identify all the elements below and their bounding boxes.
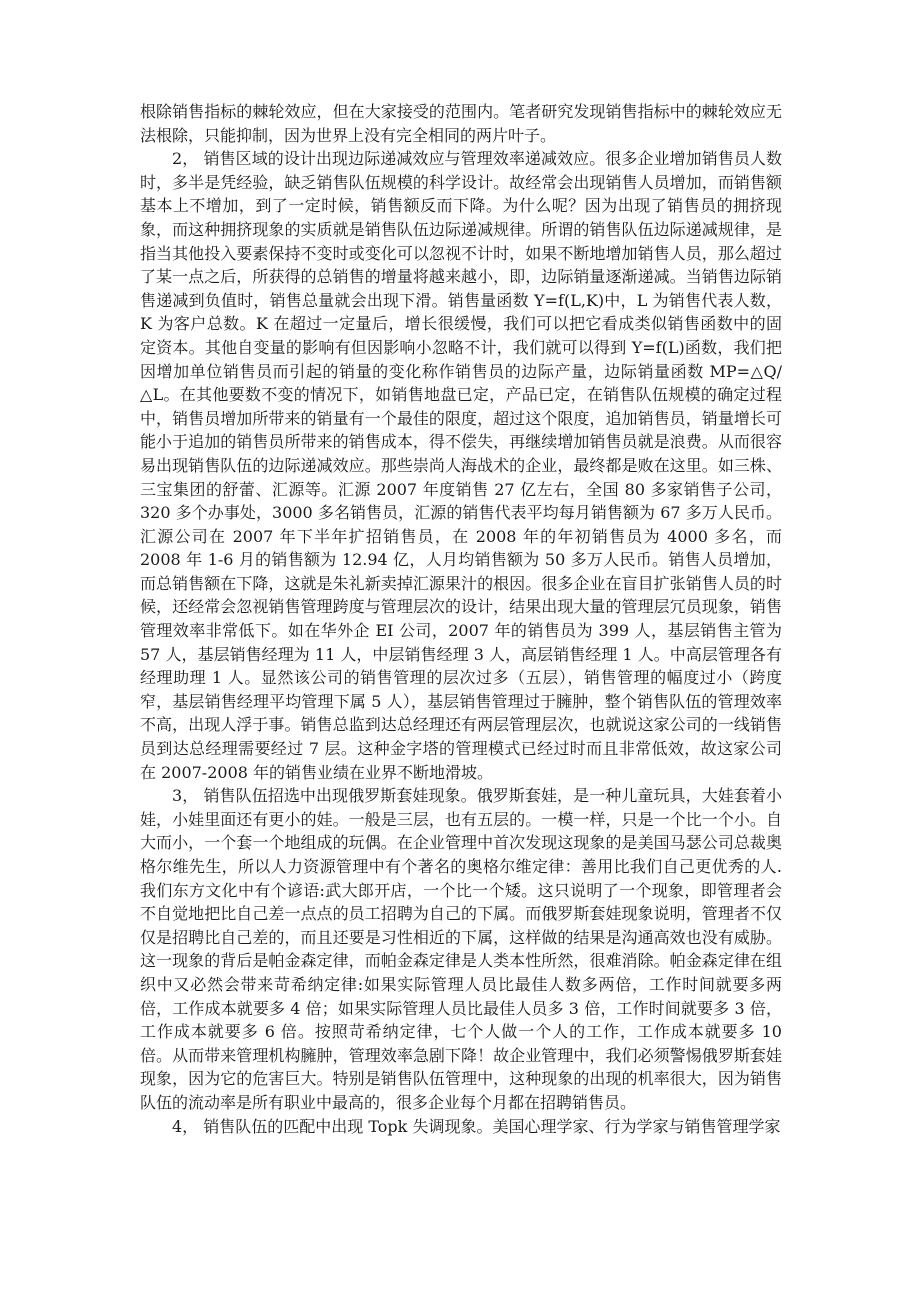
paragraph-4: 4， 销售队伍的匹配中出现 Topk 失调现象。美国心理学家、行为学家与销售管理学家 [172,1116,781,1136]
document-body [140,100,782,1138]
paragraph-1: 根除销售指标的棘轮效应，但在大家接受的范围内。笔者研究发现销售指标中的棘轮效应无法根除，只能抑制，因为世界上没有完全相同的两片叶子。 [140,102,782,145]
paragraph-3: 3， 销售队伍招选中出现俄罗斯套娃现象。俄罗斯套娃，是一种儿童玩具，大娃套着小娃，小娃里面还有更小的娃。一般是三层，也有五层的。一模一样，只是一个比一个小。自大而小，一个套一个地组成的玩偶。在企业管理中首次发现这现象的是美国马瑟公司总裁奥格尔维先生，所以人力资源管理中有个著名的奥格尔维定律：善用比我们自己更优秀的人.我们东方文化中有个谚语:武大郎开店，一个比一个矮。这只说明了一个现象，即管理者会不自觉地把比自己差一点点的员工招聘为自己的下属。而俄罗斯套娃现象说明，管理者不仅仅是招聘比自己差的，而且还要是习性相近的下属，这样做的结果是沟通高效也没有威胁。这一现象的背后是帕金森定律，而帕金森定律是人类本性所然，很难消除。帕金森定律在组织中又必然会带来苛希纳定律:如果实际管理人员比最佳人数多两倍，工作时间就要多两倍，工作成本就要多 4 倍；如果实际管理人员比最佳人员多 3 倍，工作时间就要多 3 倍，工作成本就要多 6 倍。按照苛希纳定律，七个人做一个人的工作，工作成本就要多 10 倍。从而带来管理机构臃肿，管理效率急剧下降！故企业管理中，我们必须警惕俄罗斯套娃现象，因为它的危害巨大。特别是销售队伍管理中，这种现象的出现的机率很大，因为销售队伍的流动率是所有职业中最高的，很多企业每个月都在招聘销售员。 [140,786,782,1112]
paragraph-2: 2， 销售区域的设计出现边际递减效应与管理效率递减效应。很多企业增加销售员人数时，多半是凭经验，缺乏销售队伍规模的科学设计。故经常会出现销售人员增加，而销售额基本上不增加，到了一定时候，销售额反而下降。为什么呢？因为出现了销售员的拥挤现象，而这种拥挤现象的实质就是销售队伍边际递减规律。所谓的销售队伍边际递减规律，是指当其他投入要素保持不变时或变化可以忽视不计时，如果不断地增加销售人员，那么超过了某一点之后，所获得的总销售的增量将越来越小，即，边际销量逐渐递减。当销售边际销售递减到负值时，销售总量就会出现下滑。销售量函数 Y=f(L,K)中，L 为销售代表人数，K 为客户总数。K 在超过一定量后，增长很缓慢，我们可以把它看成类似销售函数中的固定资本。其他自变量的影响有但因影响小忽略不计，我们就可以得到 Y=f(L)函数，我们把因增加单位销售员而引起的销量的变化称作销售员的边际产量，边际销量函数 MP=△Q/△L。在其他要数不变的情况下，如销售地盘已定，产品已定，在销售队伍规模的确定过程中，销售员增加所带来的销量有一个最佳的限度，超过这个限度，追加销售员，销量增长可能小于追加的销售员所带来的销售成本，得不偿失，再继续增加销售员就是浪费。从而很容易出现销售队伍的边际递减效应。那些崇尚人海战术的企业，最终都是败在这里。如三株、三宝集团的舒蕾、汇源等。汇源 2007 年度销售 27 亿左右，全国 80 多家销售子公司，320 多个办事处，3000 多名销售员，汇源的销售代表平均每月销售额为 67 多万人民币。汇源公司在 2007 年下半年扩招销售员，在 2008 年的年初销售员为 4000 多名，而 2008 年 1-6 月的销售额为 12.94 亿，人月均销售额为 50 多万人民币。销售人员增加，而总销售额在下降，这就是朱礼新卖掉汇源果汁的根因。很多企业在盲目扩张销售人员的时候，还经常会忽视销售管理跨度与管理层次的设计，结果出现大量的管理层冗员现象，销售管理效率非常低下。如在华外企 EI 公司，2007 年的销售员为 399 人，基层销售主管为 57 人，基层销售经理为 11 人，中层销售经理 3 人，高层销售经理 1 人。中高层管理各有经理助理 1 人。显然该公司的销售管理的层次过多（五层），销售管理的幅度过小（跨度窄，基层销售经理平均管理下属 5 人），基层销售管理过于臃肿，整个销售队伍的管理效率不高，出现人浮于事。销售总监到达总经理还有两层管理层次，也就说这家公司的一线销售员到达总经理需要经过 7 层。这种金字塔的管理模式已经过时而且非常低效，故这家公司在 2007-2008 年的销售业绩在业界不断地滑坡。 [140,149,782,782]
